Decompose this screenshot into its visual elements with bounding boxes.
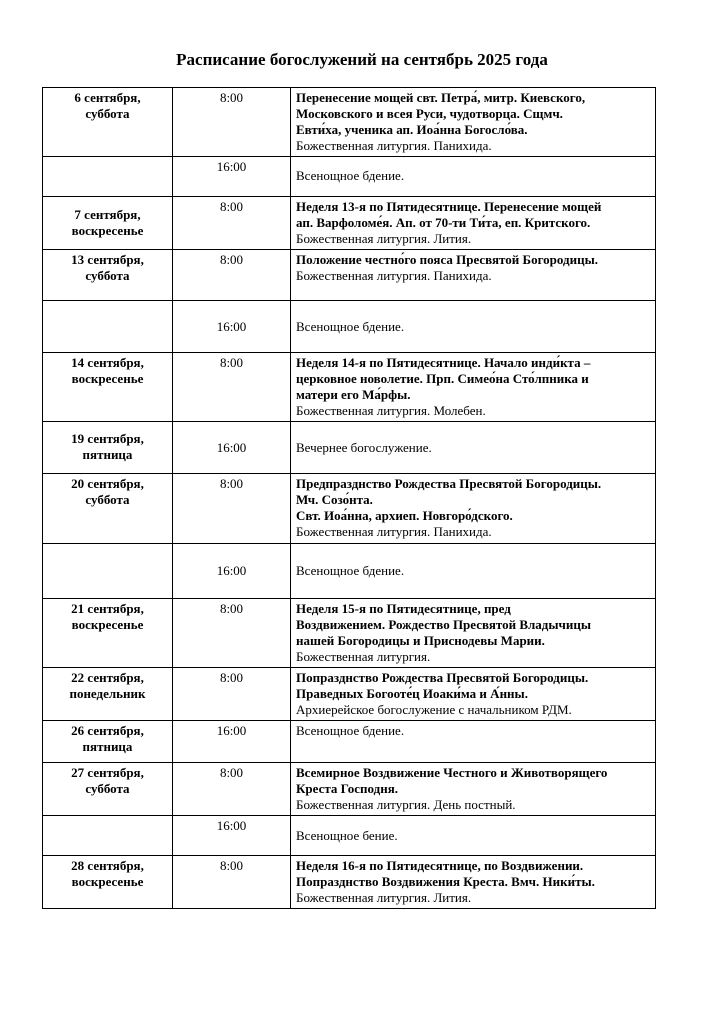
table-row bbox=[43, 250, 656, 301]
feast-line: Неделя 15-я по Пятидесятнице, пред bbox=[296, 601, 511, 616]
service-text: Всенощное бдение. bbox=[296, 723, 405, 738]
table-row bbox=[43, 816, 656, 856]
event-cell bbox=[291, 816, 656, 856]
date-cell: 19 сентября, пятница bbox=[43, 422, 173, 474]
time-cell: 8:00 bbox=[173, 668, 291, 721]
time-cell: 8:00 bbox=[173, 88, 291, 157]
time-cell: 8:00 bbox=[173, 763, 291, 816]
date-cell: 21 сентября, воскресенье bbox=[43, 599, 173, 668]
service-text: Вечернее богослужение. bbox=[296, 439, 432, 455]
table-row bbox=[43, 88, 656, 157]
table-row bbox=[43, 599, 656, 668]
date-cell: 22 сентября, понедельник bbox=[43, 668, 173, 721]
date-cell: 14 сентября, воскресенье bbox=[43, 353, 173, 422]
event-cell bbox=[291, 856, 656, 909]
date-cell: 13 сентября, суббота bbox=[43, 250, 173, 301]
table-row bbox=[43, 763, 656, 816]
service-text: Всенощное бдение. bbox=[296, 318, 405, 334]
service-text: Божественная литургия. bbox=[296, 649, 431, 664]
feast-line: матери его Ма́рфы. bbox=[296, 387, 411, 402]
service-text: Архиерейское богослужение с начальником РДМ. bbox=[296, 702, 572, 717]
feast-line: Всемирное Воздвижение Честного и Животворящего bbox=[296, 765, 608, 780]
table-row bbox=[43, 353, 656, 422]
date-cell: 28 сентября, воскресенье bbox=[43, 856, 173, 909]
event-cell bbox=[291, 353, 656, 422]
event-cell bbox=[291, 763, 656, 816]
feast-line: Неделя 16-я по Пятидесятнице, по Воздвижении. bbox=[296, 858, 584, 873]
date-cell: 7 сентября, воскресенье bbox=[43, 197, 173, 250]
service-text: Всенощное бдение. bbox=[296, 563, 405, 578]
feast-line: Мч. Созо́нта. bbox=[296, 492, 373, 507]
feast-line: Попразднство Воздвижения Креста. Вмч. Ники́ты. bbox=[296, 874, 595, 889]
feast-line: Попразднство Рождества Пресвятой Богородицы. bbox=[296, 670, 589, 685]
service-text: Божественная литургия. День постный. bbox=[296, 797, 516, 812]
time-cell: 8:00 bbox=[173, 197, 291, 250]
service-text: Божественная литургия. Панихида. bbox=[296, 138, 492, 153]
table-row bbox=[43, 668, 656, 721]
table-row bbox=[43, 197, 656, 250]
service-text: Божественная литургия. Панихида. bbox=[296, 268, 492, 283]
feast-line: Неделя 13-я по Пятидесятнице. Перенесение мощей bbox=[296, 199, 602, 214]
event-cell bbox=[291, 88, 656, 157]
date-cell bbox=[43, 816, 173, 856]
service-text: Всенощное бение. bbox=[296, 828, 398, 843]
event-cell bbox=[291, 301, 656, 353]
event-cell bbox=[291, 599, 656, 668]
date-cell: 27 сентября, суббота bbox=[43, 763, 173, 816]
feast-line: Неделя 14-я по Пятидесятнице. Начало инди́кта – bbox=[296, 355, 591, 370]
table-row bbox=[43, 301, 656, 353]
table-row bbox=[43, 422, 656, 474]
event-cell bbox=[291, 197, 656, 250]
time-cell: 8:00 bbox=[173, 474, 291, 544]
service-text: Божественная литургия. Лития. bbox=[296, 231, 472, 246]
event-cell bbox=[291, 668, 656, 721]
event-cell bbox=[291, 721, 656, 763]
feast-line: Свт. Иоа́нна, архиеп. Новгоро́дского. bbox=[296, 508, 513, 523]
time-cell: 16:00 bbox=[173, 157, 291, 197]
event-cell bbox=[291, 474, 656, 544]
event-cell bbox=[291, 157, 656, 197]
time-cell: 16:00 bbox=[173, 816, 291, 856]
service-text: Божественная литургия. Молебен. bbox=[296, 403, 486, 418]
time-cell: 8:00 bbox=[173, 599, 291, 668]
feast-line: Воздвижением. Рождество Пресвятой Владычицы bbox=[296, 617, 591, 632]
feast-line: Креста Господня. bbox=[296, 781, 399, 796]
table-row bbox=[43, 721, 656, 763]
table-row bbox=[43, 856, 656, 909]
service-text: Божественная литургия. Панихида. bbox=[296, 524, 492, 539]
event-cell bbox=[291, 422, 656, 474]
time-cell: 16:00 bbox=[173, 301, 291, 353]
feast-line: нашей Богородицы и Приснодевы Марии. bbox=[296, 633, 545, 648]
feast-line: Перенесение мощей свт. Петра́, митр. Киевского, bbox=[296, 90, 586, 105]
date-cell bbox=[43, 301, 173, 353]
date-cell bbox=[43, 544, 173, 599]
time-cell: 16:00 bbox=[173, 544, 291, 599]
feast-line: Московского и всея Руси, чудотворца. Сщмч. bbox=[296, 106, 563, 121]
feast-line: церковное новолетие. Прп. Симео́на Сто́лпника и bbox=[296, 371, 589, 386]
schedule-table bbox=[42, 87, 656, 909]
event-cell bbox=[291, 544, 656, 599]
feast-line: Предпразднство Рождества Пресвятой Богородицы. bbox=[296, 476, 602, 491]
date-cell: 26 сентября, пятница bbox=[43, 721, 173, 763]
feast-line: Евти́ха, ученика ап. Иоа́нна Богосло́ва. bbox=[296, 122, 528, 137]
feast-line: Праведных Богооте́ц Иоаки́ма и А́нны. bbox=[296, 686, 528, 701]
service-text: Всенощное бдение. bbox=[296, 168, 405, 183]
page-title: Расписание богослужений на сентябрь 2025 года bbox=[176, 50, 548, 69]
service-text: Божественная литургия. Лития. bbox=[296, 890, 472, 905]
table-row bbox=[43, 474, 656, 544]
table-row bbox=[43, 157, 656, 197]
table-row bbox=[43, 544, 656, 599]
time-cell: 8:00 bbox=[173, 856, 291, 909]
date-cell: 20 сентября, суббота bbox=[43, 474, 173, 544]
time-cell: 16:00 bbox=[173, 422, 291, 474]
date-cell: 6 сентября, суббота bbox=[43, 88, 173, 157]
feast-line: ап. Варфоломе́я. Ап. от 70-ти Ти́та, еп. Критского. bbox=[296, 215, 591, 230]
time-cell: 16:00 bbox=[173, 721, 291, 763]
time-cell: 8:00 bbox=[173, 250, 291, 301]
feast-line: Положение честно́го пояса Пресвятой Богородицы. bbox=[296, 252, 598, 267]
time-cell: 8:00 bbox=[173, 353, 291, 422]
date-cell bbox=[43, 157, 173, 197]
event-cell bbox=[291, 250, 656, 301]
